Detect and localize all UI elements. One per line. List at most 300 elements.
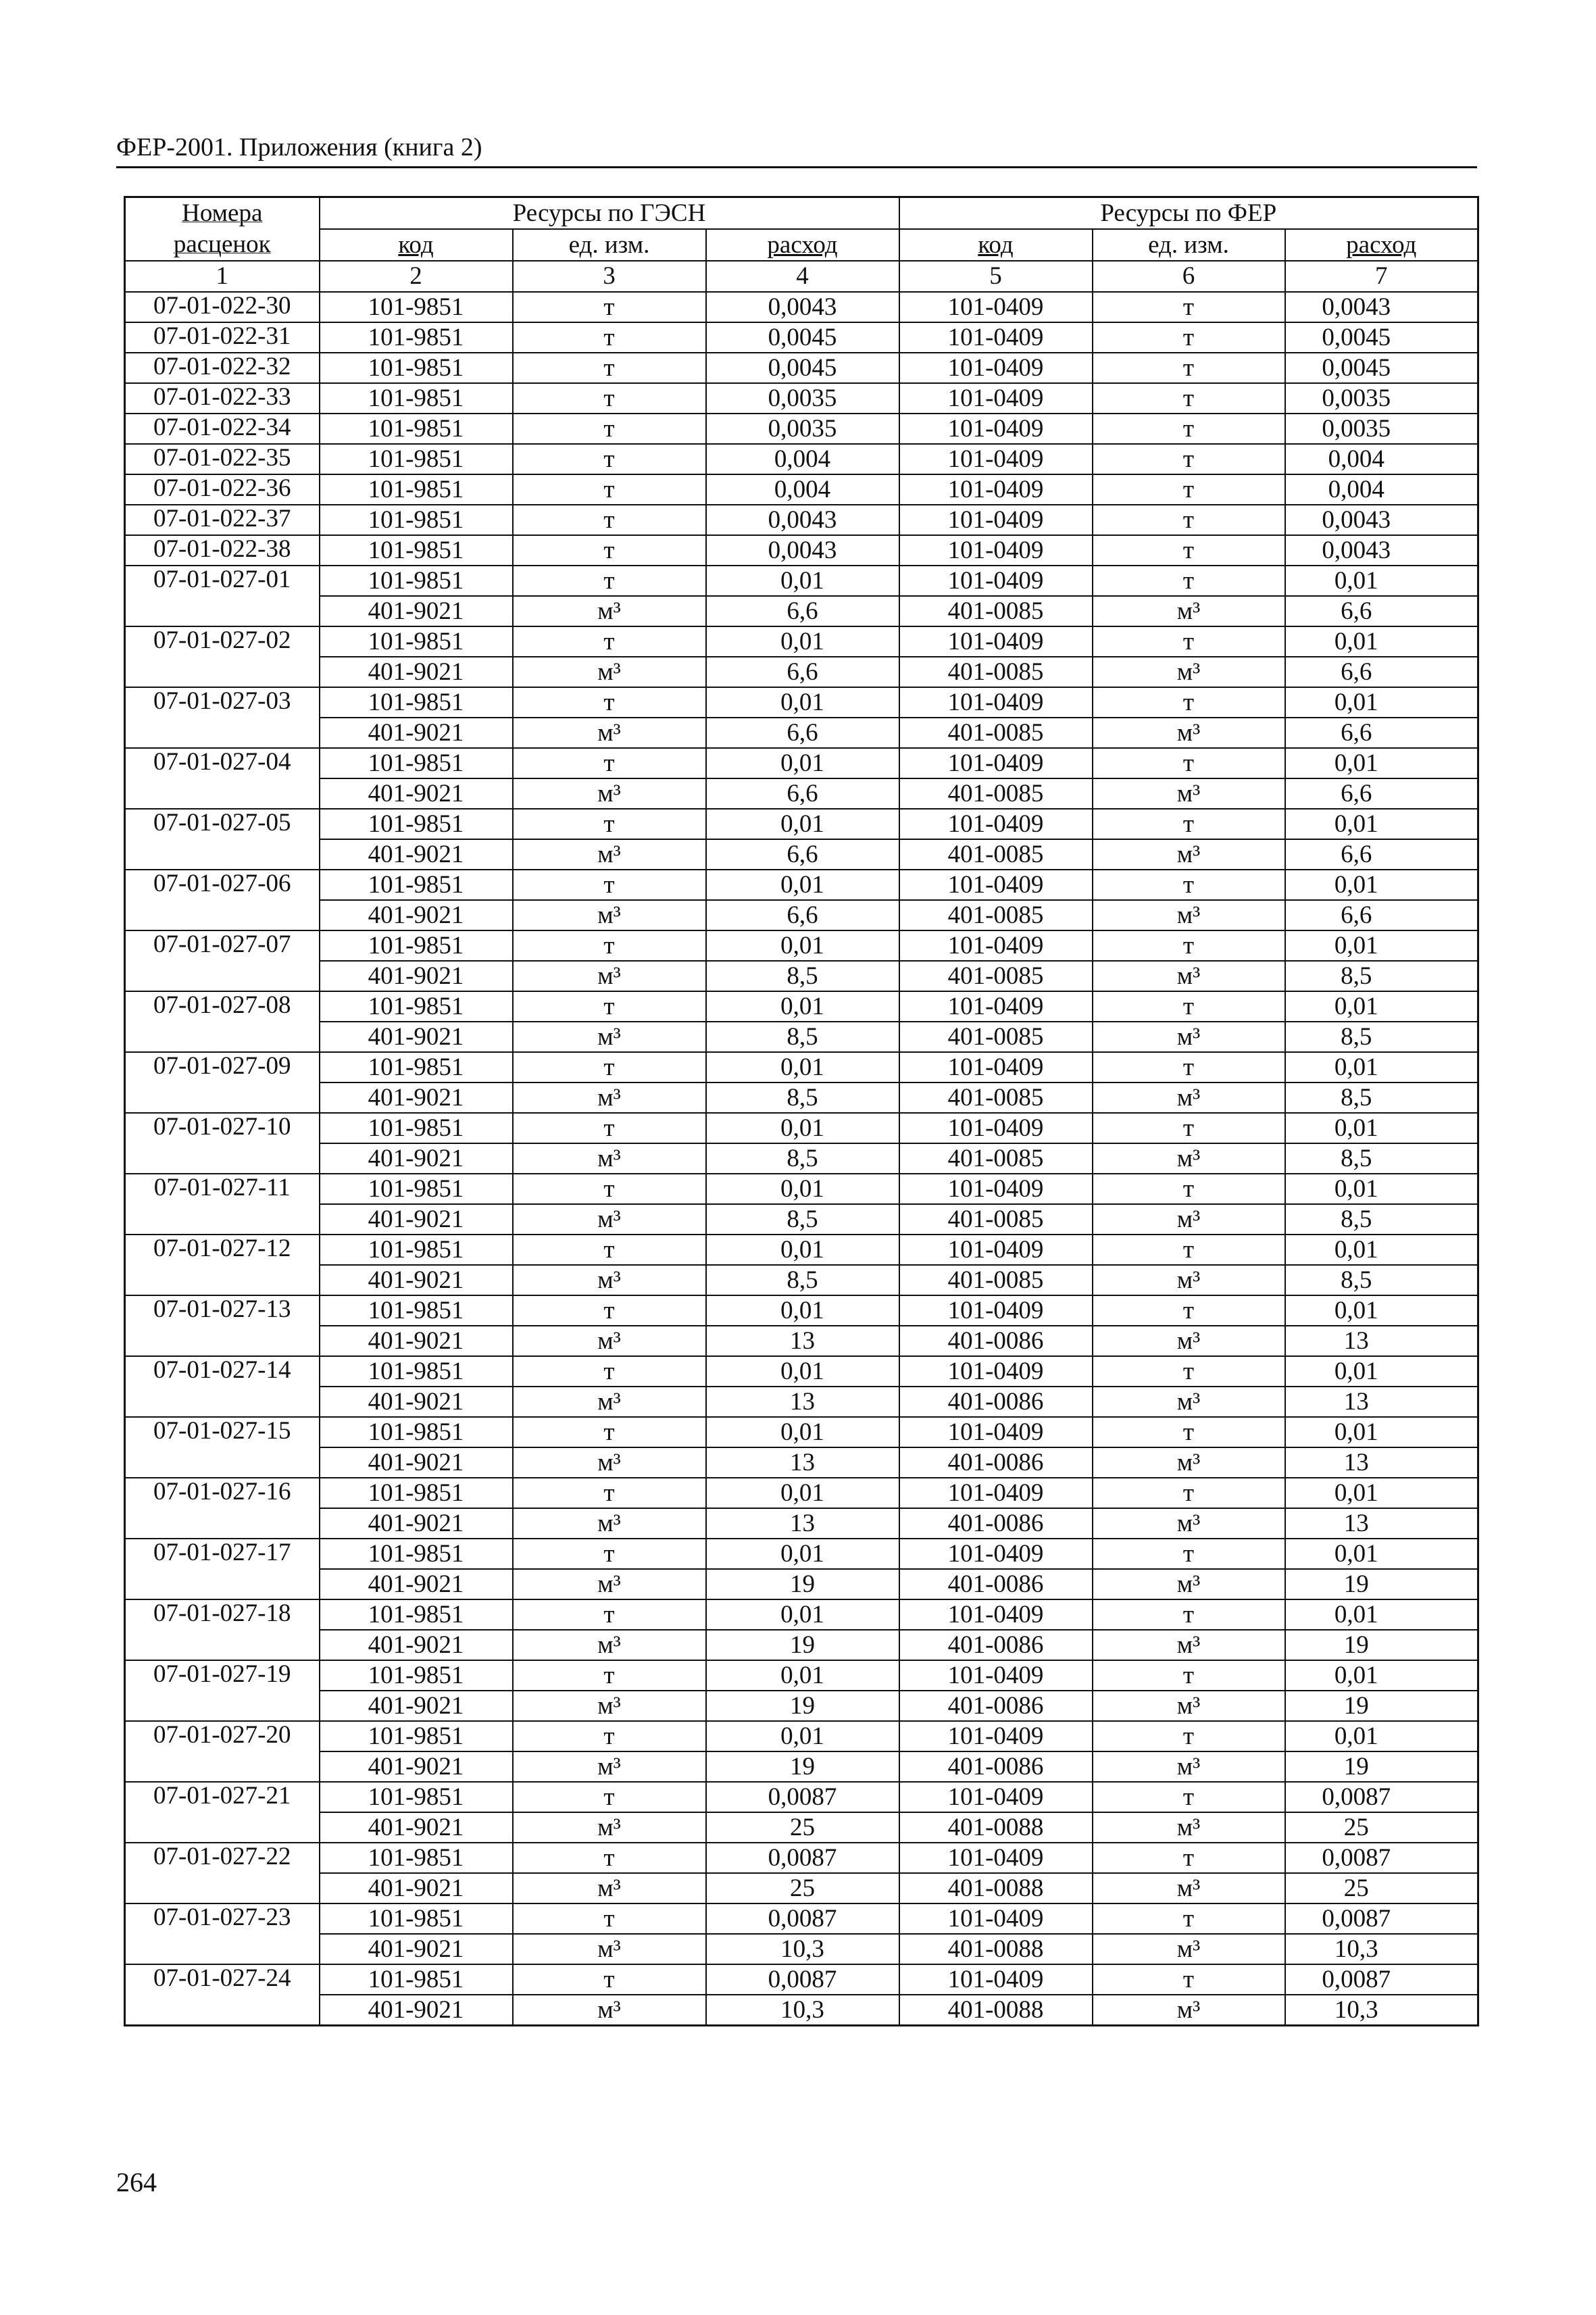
table-row: [125, 778, 1478, 809]
subheader-gesn-unit: ед. изм.: [513, 229, 706, 261]
cell-gesn-unit: т: [513, 1599, 706, 1630]
cell-rate-number: 07-01-027-21: [125, 1782, 320, 1843]
cell-gesn-unit: м³: [513, 1873, 706, 1903]
cell-gesn-code: 101-9851: [320, 626, 513, 657]
cell-fer-unit: м³: [1093, 1326, 1285, 1356]
table-row: [125, 414, 1478, 444]
cell-gesn-qty: 0,01: [706, 748, 899, 778]
subheader-fer-code: код: [899, 229, 1093, 261]
cell-gesn-qty: 0,0087: [706, 1782, 899, 1812]
cell-rate-number: 07-01-022-36: [125, 474, 320, 505]
cell-gesn-qty: 13: [706, 1387, 899, 1417]
cell-fer-code: 401-0086: [899, 1691, 1093, 1721]
cell-fer-qty: 0,0087: [1285, 1843, 1478, 1873]
cell-gesn-unit: м³: [513, 1508, 706, 1539]
table-row: [125, 1508, 1478, 1539]
cell-gesn-unit: т: [513, 1903, 706, 1934]
cell-rate-number: 07-01-027-09: [125, 1052, 320, 1113]
cell-gesn-code: 101-9851: [320, 383, 513, 414]
cell-fer-qty: 6,6: [1285, 657, 1478, 687]
cell-gesn-code: 101-9851: [320, 1660, 513, 1691]
cell-fer-qty: 8,5: [1285, 1022, 1478, 1052]
cell-gesn-unit: м³: [513, 1326, 706, 1356]
cell-gesn-qty: 0,01: [706, 809, 899, 839]
cell-fer-unit: м³: [1093, 657, 1285, 687]
cell-gesn-unit: т: [513, 444, 706, 474]
cell-fer-qty: 25: [1285, 1873, 1478, 1903]
page-header: ФЕР-2001. Приложения (книга 2): [116, 132, 1477, 168]
cell-fer-code: 101-0409: [899, 535, 1093, 566]
cell-fer-unit: м³: [1093, 596, 1285, 626]
table-row: [125, 1295, 1478, 1326]
cell-fer-code: 401-0085: [899, 657, 1093, 687]
cell-gesn-code: 101-9851: [320, 1356, 513, 1387]
cell-gesn-code: 401-9021: [320, 961, 513, 991]
cell-gesn-unit: м³: [513, 1204, 706, 1235]
cell-gesn-unit: м³: [513, 1995, 706, 2026]
cell-fer-unit: м³: [1093, 1630, 1285, 1660]
cell-gesn-qty: 6,6: [706, 718, 899, 748]
cell-rate-number: 07-01-022-31: [125, 322, 320, 353]
cell-fer-code: 101-0409: [899, 687, 1093, 718]
cell-fer-code: 101-0409: [899, 1964, 1093, 1995]
table-row: [125, 1204, 1478, 1235]
cell-gesn-unit: т: [513, 353, 706, 383]
cell-gesn-code: 101-9851: [320, 1295, 513, 1326]
table-row: [125, 1235, 1478, 1265]
cell-gesn-code: 401-9021: [320, 839, 513, 870]
table-row: [125, 839, 1478, 870]
group-header-fer: Ресурсы по ФЕР: [899, 197, 1478, 230]
table-row: [125, 353, 1478, 383]
cell-gesn-unit: т: [513, 1174, 706, 1204]
cell-fer-code: 101-0409: [899, 292, 1093, 322]
cell-fer-code: 401-0086: [899, 1508, 1093, 1539]
cell-gesn-qty: 0,0045: [706, 322, 899, 353]
cell-fer-code: 101-0409: [899, 1174, 1093, 1204]
cell-rate-number: 07-01-022-33: [125, 383, 320, 414]
cell-gesn-qty: 0,01: [706, 1539, 899, 1569]
table-row: [125, 626, 1478, 657]
cell-fer-code: 401-0086: [899, 1326, 1093, 1356]
cell-fer-unit: м³: [1093, 1143, 1285, 1174]
cell-gesn-code: 401-9021: [320, 1265, 513, 1295]
cell-fer-qty: 13: [1285, 1508, 1478, 1539]
cell-fer-qty: 0,0035: [1285, 383, 1478, 414]
col-header-number: [125, 197, 320, 262]
cell-fer-qty: 19: [1285, 1691, 1478, 1721]
cell-gesn-code: 101-9851: [320, 1539, 513, 1569]
cell-gesn-qty: 0,0043: [706, 292, 899, 322]
cell-gesn-qty: 0,01: [706, 1417, 899, 1447]
cell-gesn-qty: 0,01: [706, 1235, 899, 1265]
cell-fer-code: 401-0086: [899, 1569, 1093, 1599]
cell-fer-unit: м³: [1093, 1082, 1285, 1113]
table-row: [125, 1022, 1478, 1052]
cell-fer-unit: т: [1093, 1113, 1285, 1143]
column-number: 1: [125, 261, 320, 292]
cell-rate-number: 07-01-027-15: [125, 1417, 320, 1478]
cell-fer-qty: 0,01: [1285, 1052, 1478, 1082]
cell-fer-unit: т: [1093, 930, 1285, 961]
cell-gesn-unit: т: [513, 870, 706, 900]
cell-fer-unit: т: [1093, 870, 1285, 900]
cell-rate-number: 07-01-027-24: [125, 1964, 320, 2026]
cell-fer-qty: 0,0035: [1285, 414, 1478, 444]
cell-gesn-qty: 6,6: [706, 900, 899, 930]
cell-fer-code: 101-0409: [899, 353, 1093, 383]
table-row: [125, 809, 1478, 839]
cell-gesn-code: 401-9021: [320, 1143, 513, 1174]
cell-fer-qty: 13: [1285, 1447, 1478, 1478]
cell-fer-unit: т: [1093, 1174, 1285, 1204]
cell-rate-number: 07-01-027-10: [125, 1113, 320, 1174]
cell-fer-unit: т: [1093, 1235, 1285, 1265]
subheader-fer-qty: расход: [1285, 229, 1478, 261]
cell-fer-unit: м³: [1093, 1508, 1285, 1539]
cell-fer-unit: т: [1093, 1782, 1285, 1812]
cell-fer-qty: 6,6: [1285, 839, 1478, 870]
cell-rate-number: 07-01-027-17: [125, 1539, 320, 1599]
cell-fer-unit: т: [1093, 292, 1285, 322]
cell-gesn-code: 101-9851: [320, 1843, 513, 1873]
cell-fer-code: 101-0409: [899, 930, 1093, 961]
table-row: [125, 687, 1478, 718]
cell-fer-unit: м³: [1093, 1387, 1285, 1417]
table-row: [125, 748, 1478, 778]
cell-fer-code: 101-0409: [899, 991, 1093, 1022]
table-row: [125, 1721, 1478, 1751]
cell-gesn-qty: 0,01: [706, 930, 899, 961]
cell-fer-qty: 10,3: [1285, 1995, 1478, 2026]
cell-gesn-unit: т: [513, 414, 706, 444]
cell-gesn-qty: 0,01: [706, 1721, 899, 1751]
cell-gesn-code: 101-9851: [320, 870, 513, 900]
cell-fer-code: 101-0409: [899, 414, 1093, 444]
cell-gesn-unit: т: [513, 535, 706, 566]
cell-fer-unit: т: [1093, 353, 1285, 383]
cell-gesn-qty: 8,5: [706, 1265, 899, 1295]
cell-gesn-unit: м³: [513, 961, 706, 991]
cell-fer-qty: 0,01: [1285, 1174, 1478, 1204]
cell-gesn-qty: 25: [706, 1812, 899, 1843]
cell-fer-unit: т: [1093, 1356, 1285, 1387]
table-row: [125, 1387, 1478, 1417]
cell-gesn-qty: 0,01: [706, 1599, 899, 1630]
table-row: [125, 1417, 1478, 1447]
cell-fer-qty: 13: [1285, 1326, 1478, 1356]
table-row: [125, 1539, 1478, 1569]
cell-rate-number: 07-01-022-37: [125, 505, 320, 535]
cell-gesn-qty: 8,5: [706, 1022, 899, 1052]
cell-fer-unit: т: [1093, 383, 1285, 414]
cell-gesn-code: 401-9021: [320, 718, 513, 748]
cell-gesn-qty: 0,0087: [706, 1964, 899, 1995]
cell-fer-qty: 0,004: [1285, 444, 1478, 474]
cell-gesn-qty: 8,5: [706, 1204, 899, 1235]
cell-gesn-code: 101-9851: [320, 535, 513, 566]
cell-gesn-code: 401-9021: [320, 596, 513, 626]
cell-gesn-qty: 10,3: [706, 1934, 899, 1964]
cell-gesn-qty: 0,01: [706, 626, 899, 657]
cell-fer-qty: 0,01: [1285, 1721, 1478, 1751]
cell-gesn-qty: 6,6: [706, 596, 899, 626]
cell-fer-qty: 0,01: [1285, 870, 1478, 900]
cell-fer-code: 401-0086: [899, 1751, 1093, 1782]
cell-fer-qty: 0,0045: [1285, 353, 1478, 383]
cell-gesn-qty: 0,004: [706, 444, 899, 474]
cell-gesn-unit: м³: [513, 1265, 706, 1295]
cell-gesn-unit: т: [513, 809, 706, 839]
cell-gesn-qty: 0,0035: [706, 414, 899, 444]
cell-gesn-unit: м³: [513, 1751, 706, 1782]
cell-fer-qty: 0,01: [1285, 1295, 1478, 1326]
cell-fer-qty: 19: [1285, 1569, 1478, 1599]
cell-gesn-code: 401-9021: [320, 1022, 513, 1052]
cell-gesn-qty: 19: [706, 1751, 899, 1782]
cell-rate-number: 07-01-022-34: [125, 414, 320, 444]
cell-gesn-unit: м³: [513, 1387, 706, 1417]
cell-rate-number: 07-01-027-18: [125, 1599, 320, 1660]
cell-fer-code: 101-0409: [899, 1539, 1093, 1569]
cell-fer-code: 101-0409: [899, 1599, 1093, 1630]
cell-gesn-code: 101-9851: [320, 1903, 513, 1934]
cell-fer-unit: м³: [1093, 1873, 1285, 1903]
table-row: [125, 596, 1478, 626]
cell-fer-code: 101-0409: [899, 474, 1093, 505]
cell-fer-code: 101-0409: [899, 444, 1093, 474]
table-row: [125, 1569, 1478, 1599]
cell-gesn-qty: 0,01: [706, 687, 899, 718]
cell-gesn-unit: т: [513, 1539, 706, 1569]
cell-gesn-code: 401-9021: [320, 1691, 513, 1721]
cell-fer-code: 401-0088: [899, 1873, 1093, 1903]
cell-gesn-unit: м³: [513, 1691, 706, 1721]
cell-fer-qty: 0,01: [1285, 1478, 1478, 1508]
cell-gesn-unit: м³: [513, 1447, 706, 1478]
cell-rate-number: 07-01-027-02: [125, 626, 320, 687]
cell-fer-code: 101-0409: [899, 322, 1093, 353]
cell-rate-number: 07-01-027-07: [125, 930, 320, 991]
cell-fer-code: 101-0409: [899, 809, 1093, 839]
cell-fer-unit: т: [1093, 444, 1285, 474]
cell-gesn-unit: т: [513, 1660, 706, 1691]
table-row: [125, 1326, 1478, 1356]
cell-gesn-unit: т: [513, 748, 706, 778]
cell-fer-qty: 19: [1285, 1751, 1478, 1782]
cell-fer-code: 401-0085: [899, 1265, 1093, 1295]
cell-fer-code: 401-0085: [899, 718, 1093, 748]
column-number: 4: [706, 261, 899, 292]
cell-gesn-unit: т: [513, 687, 706, 718]
cell-gesn-code: 401-9021: [320, 1934, 513, 1964]
cell-gesn-code: 401-9021: [320, 778, 513, 809]
cell-fer-qty: 6,6: [1285, 596, 1478, 626]
cell-gesn-qty: 0,0045: [706, 353, 899, 383]
cell-gesn-unit: м³: [513, 1022, 706, 1052]
cell-gesn-code: 101-9851: [320, 474, 513, 505]
cell-fer-code: 101-0409: [899, 1113, 1093, 1143]
cell-gesn-code: 401-9021: [320, 1812, 513, 1843]
cell-gesn-unit: т: [513, 1052, 706, 1082]
cell-gesn-code: 401-9021: [320, 1082, 513, 1113]
cell-fer-qty: 8,5: [1285, 961, 1478, 991]
cell-gesn-unit: т: [513, 1964, 706, 1995]
cell-gesn-code: 101-9851: [320, 1721, 513, 1751]
cell-gesn-code: 101-9851: [320, 1052, 513, 1082]
subheader-gesn-qty: расход: [706, 229, 899, 261]
table-row: [125, 566, 1478, 596]
cell-gesn-unit: т: [513, 626, 706, 657]
cell-fer-unit: т: [1093, 748, 1285, 778]
cell-gesn-unit: т: [513, 1721, 706, 1751]
col-header-number-label: Номера расценок: [173, 199, 271, 258]
cell-gesn-code: 101-9851: [320, 566, 513, 596]
cell-rate-number: 07-01-027-16: [125, 1478, 320, 1539]
table-row: [125, 991, 1478, 1022]
cell-fer-code: 401-0088: [899, 1934, 1093, 1964]
table-row: [125, 1934, 1478, 1964]
cell-gesn-qty: 0,0043: [706, 535, 899, 566]
subheader-fer-unit: ед. изм.: [1093, 229, 1285, 261]
column-number: 2: [320, 261, 513, 292]
cell-fer-unit: т: [1093, 1417, 1285, 1447]
cell-fer-code: 101-0409: [899, 505, 1093, 535]
table-row: [125, 444, 1478, 474]
cell-gesn-code: 401-9021: [320, 1630, 513, 1660]
table-row: [125, 383, 1478, 414]
cell-fer-unit: м³: [1093, 900, 1285, 930]
cell-gesn-qty: 6,6: [706, 657, 899, 687]
cell-rate-number: 07-01-027-11: [125, 1174, 320, 1235]
table-body: [125, 292, 1478, 2026]
cell-fer-code: 101-0409: [899, 1052, 1093, 1082]
cell-fer-qty: 0,0043: [1285, 535, 1478, 566]
cell-rate-number: 07-01-027-03: [125, 687, 320, 748]
cell-gesn-unit: м³: [513, 1934, 706, 1964]
cell-fer-code: 101-0409: [899, 1843, 1093, 1873]
cell-gesn-qty: 13: [706, 1326, 899, 1356]
cell-fer-qty: 13: [1285, 1387, 1478, 1417]
cell-rate-number: 07-01-027-05: [125, 809, 320, 870]
cell-fer-code: 101-0409: [899, 1782, 1093, 1812]
cell-gesn-qty: 8,5: [706, 961, 899, 991]
table-row: [125, 1812, 1478, 1843]
cell-gesn-code: 101-9851: [320, 809, 513, 839]
cell-gesn-unit: м³: [513, 657, 706, 687]
cell-fer-unit: м³: [1093, 961, 1285, 991]
cell-gesn-qty: 8,5: [706, 1143, 899, 1174]
table-row: [125, 1751, 1478, 1782]
cell-gesn-code: 101-9851: [320, 930, 513, 961]
cell-gesn-unit: т: [513, 930, 706, 961]
table-row: [125, 657, 1478, 687]
cell-fer-qty: 0,01: [1285, 1539, 1478, 1569]
cell-gesn-unit: т: [513, 292, 706, 322]
cell-fer-code: 101-0409: [899, 383, 1093, 414]
cell-gesn-unit: т: [513, 1356, 706, 1387]
table-row: [125, 1964, 1478, 1995]
table-row: [125, 870, 1478, 900]
cell-gesn-code: 101-9851: [320, 1964, 513, 1995]
cell-fer-unit: м³: [1093, 718, 1285, 748]
cell-gesn-qty: 0,01: [706, 1295, 899, 1326]
table-row: [125, 1873, 1478, 1903]
cell-fer-unit: т: [1093, 535, 1285, 566]
cell-rate-number: 07-01-027-14: [125, 1356, 320, 1417]
cell-fer-code: 101-0409: [899, 1235, 1093, 1265]
cell-rate-number: 07-01-022-38: [125, 535, 320, 566]
table-row: [125, 900, 1478, 930]
cell-fer-qty: 8,5: [1285, 1204, 1478, 1235]
cell-rate-number: 07-01-027-12: [125, 1235, 320, 1295]
cell-gesn-code: 101-9851: [320, 1174, 513, 1204]
cell-gesn-code: 101-9851: [320, 414, 513, 444]
cell-gesn-code: 401-9021: [320, 1569, 513, 1599]
cell-gesn-code: 401-9021: [320, 1326, 513, 1356]
cell-fer-unit: т: [1093, 1721, 1285, 1751]
cell-fer-code: 101-0409: [899, 566, 1093, 596]
cell-gesn-unit: м³: [513, 839, 706, 870]
cell-gesn-qty: 0,0087: [706, 1903, 899, 1934]
cell-gesn-unit: т: [513, 1113, 706, 1143]
cell-gesn-qty: 6,6: [706, 839, 899, 870]
cell-gesn-unit: м³: [513, 1812, 706, 1843]
cell-fer-qty: 6,6: [1285, 718, 1478, 748]
cell-rate-number: 07-01-027-06: [125, 870, 320, 930]
cell-fer-qty: 0,0043: [1285, 292, 1478, 322]
cell-fer-code: 101-0409: [899, 1478, 1093, 1508]
resources-table: [124, 196, 1479, 2026]
cell-fer-unit: т: [1093, 1599, 1285, 1630]
cell-gesn-code: 401-9021: [320, 1508, 513, 1539]
cell-gesn-qty: 19: [706, 1630, 899, 1660]
page-number: 264: [116, 2167, 157, 2197]
cell-fer-unit: т: [1093, 322, 1285, 353]
cell-gesn-qty: 19: [706, 1569, 899, 1599]
table-row: [125, 1174, 1478, 1204]
table-row: [125, 1691, 1478, 1721]
column-number: 7: [1285, 261, 1478, 292]
cell-gesn-code: 401-9021: [320, 1204, 513, 1235]
cell-fer-unit: т: [1093, 1660, 1285, 1691]
cell-gesn-code: 101-9851: [320, 1782, 513, 1812]
cell-gesn-unit: м³: [513, 1630, 706, 1660]
cell-gesn-qty: 0,01: [706, 1660, 899, 1691]
cell-fer-unit: т: [1093, 1964, 1285, 1995]
table-row: [125, 474, 1478, 505]
table-row: [125, 1995, 1478, 2026]
cell-gesn-unit: т: [513, 505, 706, 535]
cell-gesn-qty: 6,6: [706, 778, 899, 809]
cell-rate-number: 07-01-022-32: [125, 353, 320, 383]
cell-gesn-qty: 0,01: [706, 870, 899, 900]
cell-fer-unit: т: [1093, 1295, 1285, 1326]
cell-gesn-code: 101-9851: [320, 748, 513, 778]
cell-gesn-code: 401-9021: [320, 657, 513, 687]
cell-fer-code: 401-0088: [899, 1812, 1093, 1843]
cell-fer-qty: 8,5: [1285, 1143, 1478, 1174]
cell-gesn-unit: т: [513, 1295, 706, 1326]
cell-gesn-code: 101-9851: [320, 1235, 513, 1265]
cell-fer-qty: 0,01: [1285, 1356, 1478, 1387]
cell-gesn-code: 101-9851: [320, 444, 513, 474]
cell-fer-code: 401-0085: [899, 596, 1093, 626]
cell-fer-code: 401-0085: [899, 961, 1093, 991]
cell-gesn-qty: 0,01: [706, 566, 899, 596]
cell-fer-unit: м³: [1093, 1569, 1285, 1599]
cell-fer-qty: 0,0087: [1285, 1964, 1478, 1995]
